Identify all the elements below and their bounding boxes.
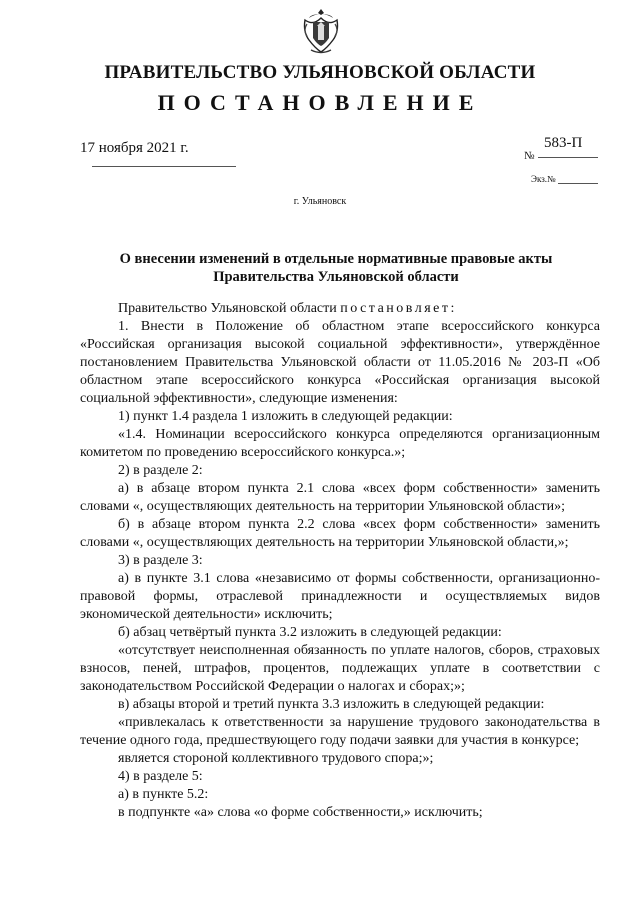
city-name: г. Ульяновск [293, 196, 347, 207]
body-paragraph: в) абзацы второй и третий пункта 3.3 изложить в следующей редакции: [118, 697, 545, 712]
body-paragraph: в подпункте «а» слова «о форме собственности,» исключить; [118, 805, 483, 820]
document-subject [80, 250, 592, 286]
intro-prefix: Правительство Ульяновской области [118, 301, 341, 316]
intro-paragraph [80, 300, 600, 318]
body-paragraph: 3) в разделе 3: [118, 553, 203, 568]
body-paragraph: 4) в разделе 5: [118, 769, 203, 784]
body-paragraph: является стороной коллективного трудового спора;»; [118, 751, 434, 766]
document-number: 583-П [544, 135, 583, 151]
subject-line-2: Правительства Ульяновской области [213, 269, 459, 285]
body-paragraph: а) в абзаце втором пункта 2.1 слова «всех форм собственности» заменить словами «, осуществляющих деятельность на территории Ульяновской области»; [80, 481, 600, 514]
document-date: 17 ноября 2021 г. [80, 140, 189, 156]
number-underline [538, 157, 598, 158]
body-paragraph: 1. Внести в Положение об областном этапе всероссийского конкурса «Российская организация высокой социальной эффективности», утверждённое постановлением Правительства Ульяновской области от 11.05.2016 № 203-П «Об областном этапе всероссийского конкурса «Российская организация высокой социальной эффективности», следующие изменения: [80, 319, 600, 406]
number-sign: № [524, 150, 535, 162]
body-paragraph: «привлекалась к ответственности за нарушение трудового законодательства в течение одного года, предшествующего году подачи заявки для участия в конкурсе; [80, 715, 600, 748]
government-name: ПРАВИТЕЛЬСТВО УЛЬЯНОВСКОЙ ОБЛАСТИ [104, 62, 536, 83]
document-type: ПОСТАНОВЛЕНИЕ [157, 90, 483, 115]
document-body [80, 300, 600, 822]
body-paragraph: а) в пункте 3.1 слова «независимо от формы собственности, организационно-правовой формы, отраслевой принадлежности и осуществляемых видов экономической деятельности» исключить; [80, 571, 600, 622]
coat-of-arms-icon [301, 6, 341, 56]
body-paragraph: 1) пункт 1.4 раздела 1 изложить в следующей редакции: [118, 409, 453, 424]
date-underline [92, 166, 236, 167]
subject-line-1: О внесении изменений в отдельные нормативные правовые акты [119, 251, 553, 267]
intro-decree-word: постановляет: [340, 301, 457, 316]
body-paragraph: 2) в разделе 2: [118, 463, 203, 478]
body-paragraph: «1.4. Номинации всероссийского конкурса определяются организационным комитетом по проведению всероссийского конкурса.»; [80, 427, 600, 460]
body-paragraph: б) абзац четвёртый пункта 3.2 изложить в следующей редакции: [118, 625, 502, 640]
body-paragraph: а) в пункте 5.2: [118, 787, 209, 802]
copy-number-underline [558, 183, 598, 184]
copy-number-label: Экз.№ [531, 174, 556, 184]
body-paragraph: «отсутствует неисполненная обязанность по уплате налогов, сборов, страховых взносов, пеней, штрафов, процентов, подлежащих уплате в соответствии с законодательством Российской Федерации о налогах и сборах;»; [80, 643, 600, 694]
body-paragraph: б) в абзаце втором пункта 2.2 слова «всех форм собственности» заменить словами «, осуществляющих деятельность на территории Ульяновской области,»; [80, 517, 600, 550]
